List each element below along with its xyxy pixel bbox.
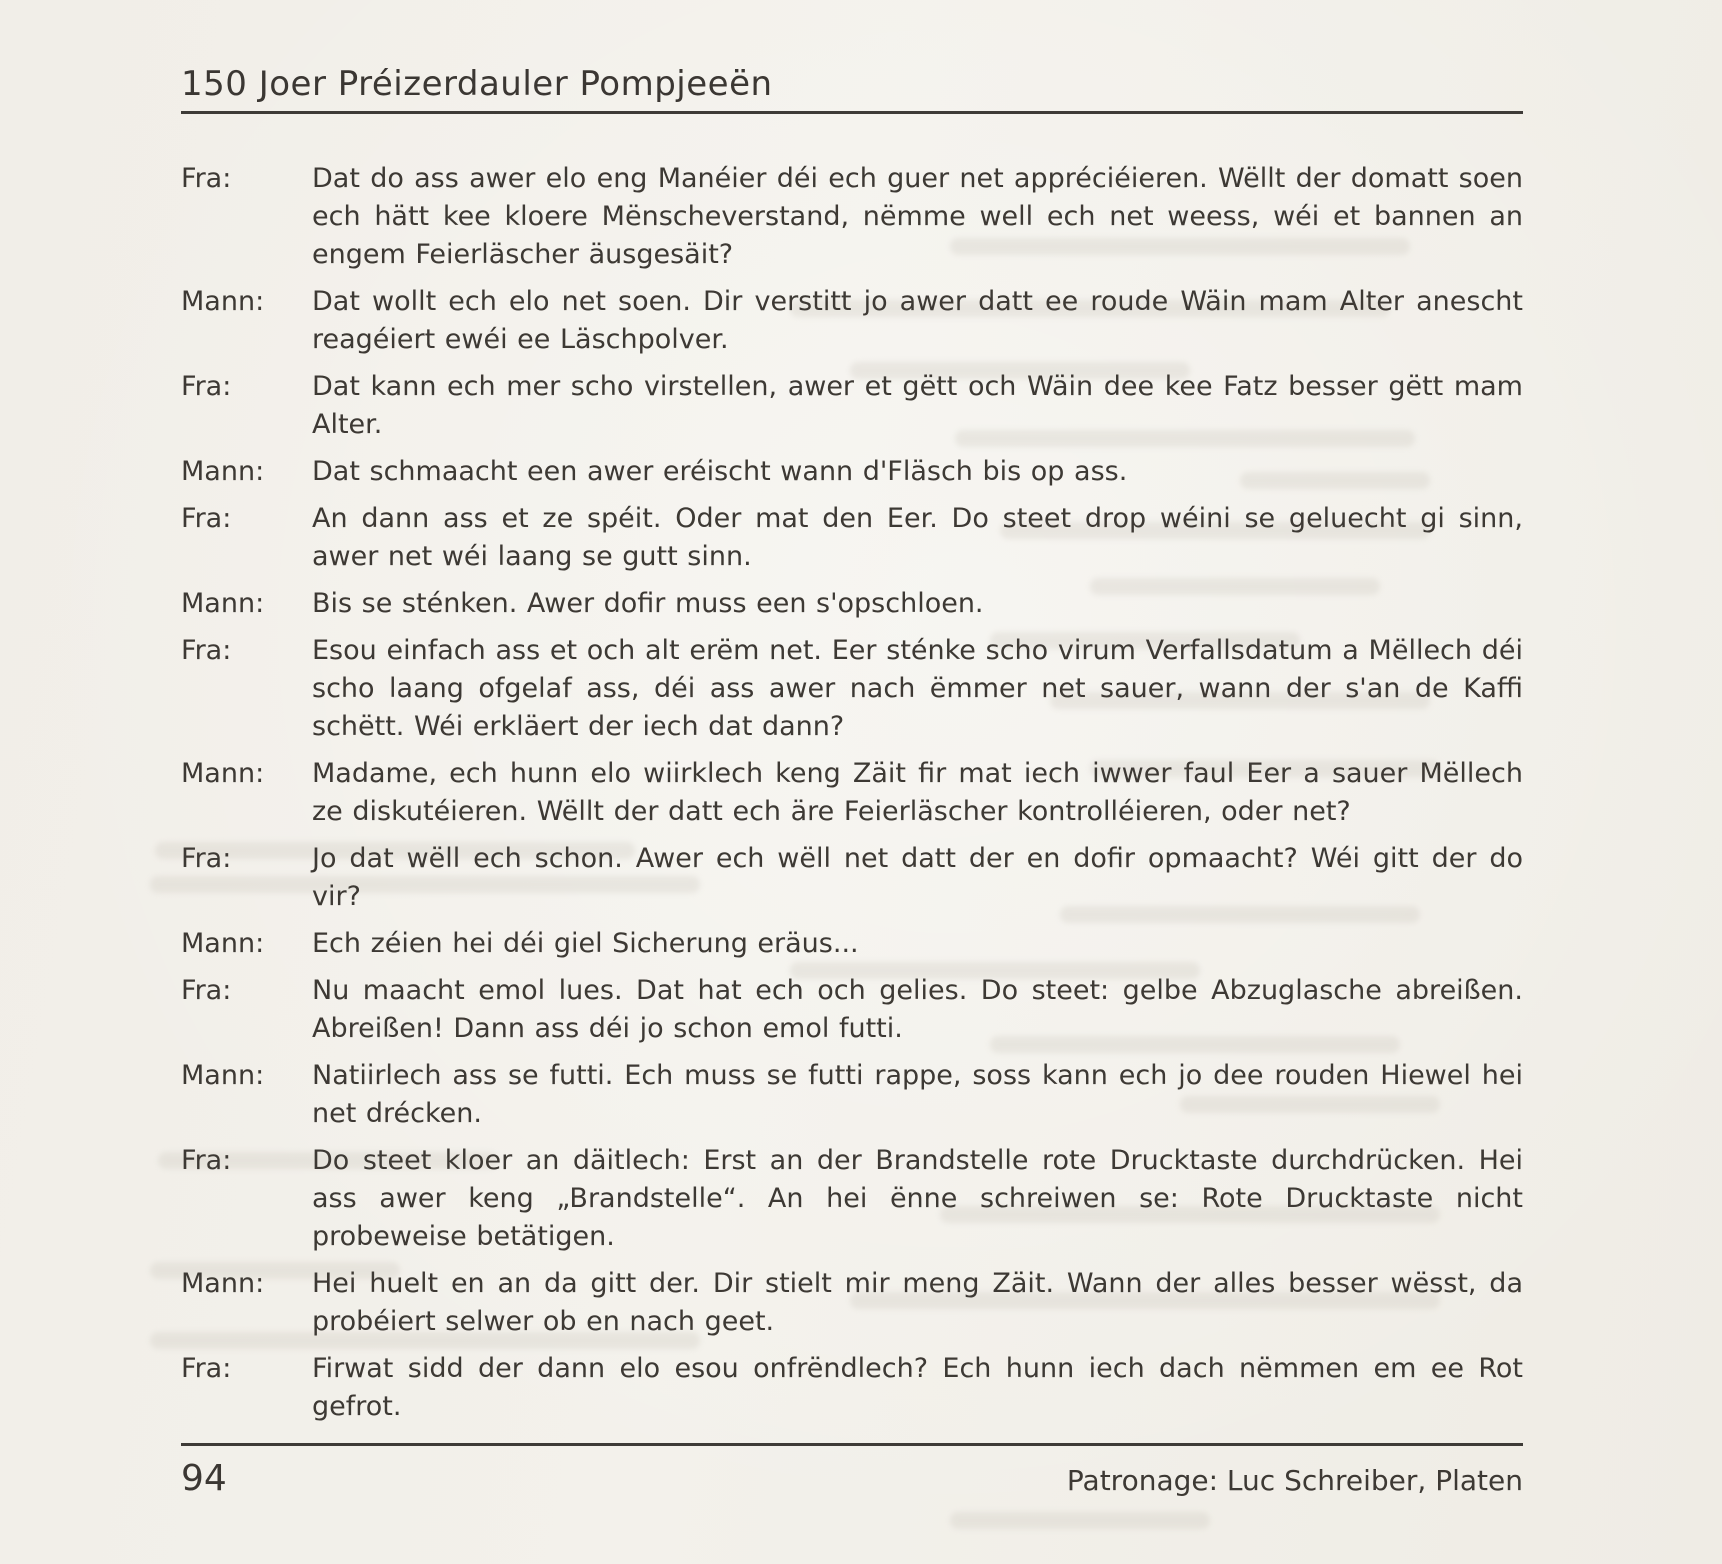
header-rule	[181, 111, 1523, 114]
footer-rule	[181, 1443, 1523, 1446]
dialogue-row	[181, 1265, 1523, 1341]
patronage-credit: Patronage: Luc Schreiber, Platen	[1066, 1464, 1523, 1497]
dialogue-row	[181, 1057, 1523, 1133]
speech-text: Hei huelt en an da gitt der. Dir stielt mir meng Zäit. Wann der alles besser wësst, da probéiert selwer ob en nach geet.	[312, 1268, 1523, 1337]
speech-text: Esou einfach ass et och alt erëm net. Eer sténke scho virum Verfallsdatum a Mëllech déi scho laang ofgelaf ass, déi ass awer nach ëmmer net sauer, wann der s'an de Kaffi schëtt. Wéi erkläert der iech dat dann?	[312, 635, 1523, 742]
speech-text: Natiirlech ass se futti. Ech muss se futti rappe, soss kann ech jo dee rouden Hiewel hei net drécken.	[312, 1060, 1523, 1129]
speech-text: Dat do ass awer elo eng Manéier déi ech guer net appréciéieren. Wëllt der domatt soen ech hätt kee kloere Mënscheverstand, nëmme well ech net weess, wéi et bannen an engem Feierläscher äusgesäit?	[312, 163, 1523, 270]
speech-text: Dat kann ech mer scho virstellen, awer et gëtt och Wäin dee kee Fatz besser gëtt mam Alter.	[312, 371, 1523, 440]
speaker-label: Fra:	[181, 843, 232, 874]
dialogue-row	[181, 160, 1523, 274]
speaker-label: Fra:	[181, 163, 232, 194]
speaker-label: Fra:	[181, 975, 232, 1006]
dialogue-row	[181, 1350, 1523, 1426]
speaker-label: Mann:	[181, 1060, 265, 1091]
dialogue-row	[181, 1142, 1523, 1256]
page-title: 150 Joer Préizerdauler Pompjeeën	[181, 64, 773, 104]
dialogue-row	[181, 500, 1523, 576]
speaker-label: Mann:	[181, 758, 265, 789]
speaker-label: Fra:	[181, 1353, 232, 1384]
speech-text: Firwat sidd der dann elo esou onfrëndlech? Ech hunn iech dach nëmmen em ee Rot gefrot.	[312, 1353, 1523, 1422]
speech-text: Madame, ech hunn elo wiirklech keng Zäit fir mat iech iwwer faul Eer a sauer Mëllech ze diskutéieren. Wëllt der datt ech äre Feierläscher kontrolléieren, oder net?	[312, 758, 1523, 827]
speaker-label: Fra:	[181, 371, 232, 402]
speaker-label: Mann:	[181, 1268, 265, 1299]
speech-text: Do steet kloer an däitlech: Erst an der Brandstelle rote Drucktaste durchdrücken. Hei ass awer keng „Brandstelle“. An hei ënne schreiwen se: Rote Drucktaste nicht probeweise betätigen.	[312, 1145, 1523, 1252]
speaker-label: Fra:	[181, 503, 232, 534]
dialogue-row	[181, 840, 1523, 916]
speaker-label: Fra:	[181, 635, 232, 666]
dialogue-row	[181, 585, 1523, 623]
speaker-label: Mann:	[181, 928, 265, 959]
dialogue-row	[181, 755, 1523, 831]
speaker-label: Fra:	[181, 1145, 232, 1176]
speech-text: Dat wollt ech elo net soen. Dir verstitt jo awer datt ee roude Wäin mam Alter anescht reagéiert ewéi ee Läschpolver.	[312, 286, 1523, 355]
speech-text: An dann ass et ze spéit. Oder mat den Eer. Do steet drop wéini se geluecht gi sinn, awer net wéi laang se gutt sinn.	[312, 503, 1523, 572]
speech-text: Bis se sténken. Awer dofir muss een s'opschloen.	[312, 588, 984, 619]
dialogue-row	[181, 453, 1523, 491]
dialogue-row	[181, 972, 1523, 1048]
speech-text: Jo dat wëll ech schon. Awer ech wëll net datt der en dofir opmaacht? Wéi gitt der do vir?	[312, 843, 1523, 912]
page-number: 94	[181, 1458, 227, 1499]
speaker-label: Mann:	[181, 456, 265, 487]
dialogue	[181, 160, 1523, 1435]
dialogue-row	[181, 283, 1523, 359]
dialogue-row	[181, 368, 1523, 444]
speaker-label: Mann:	[181, 588, 265, 619]
speech-text: Ech zéien hei déi giel Sicherung eräus...	[312, 928, 859, 959]
speaker-label: Mann:	[181, 286, 265, 317]
speech-text: Dat schmaacht een awer eréischt wann d'Fläsch bis op ass.	[312, 456, 1128, 487]
speech-text: Nu maacht emol lues. Dat hat ech och gelies. Do steet: gelbe Abzuglasche abreißen. Abreißen! Dann ass déi jo schon emol futti.	[312, 975, 1523, 1044]
dialogue-row	[181, 632, 1523, 746]
dialogue-row	[181, 925, 1523, 963]
